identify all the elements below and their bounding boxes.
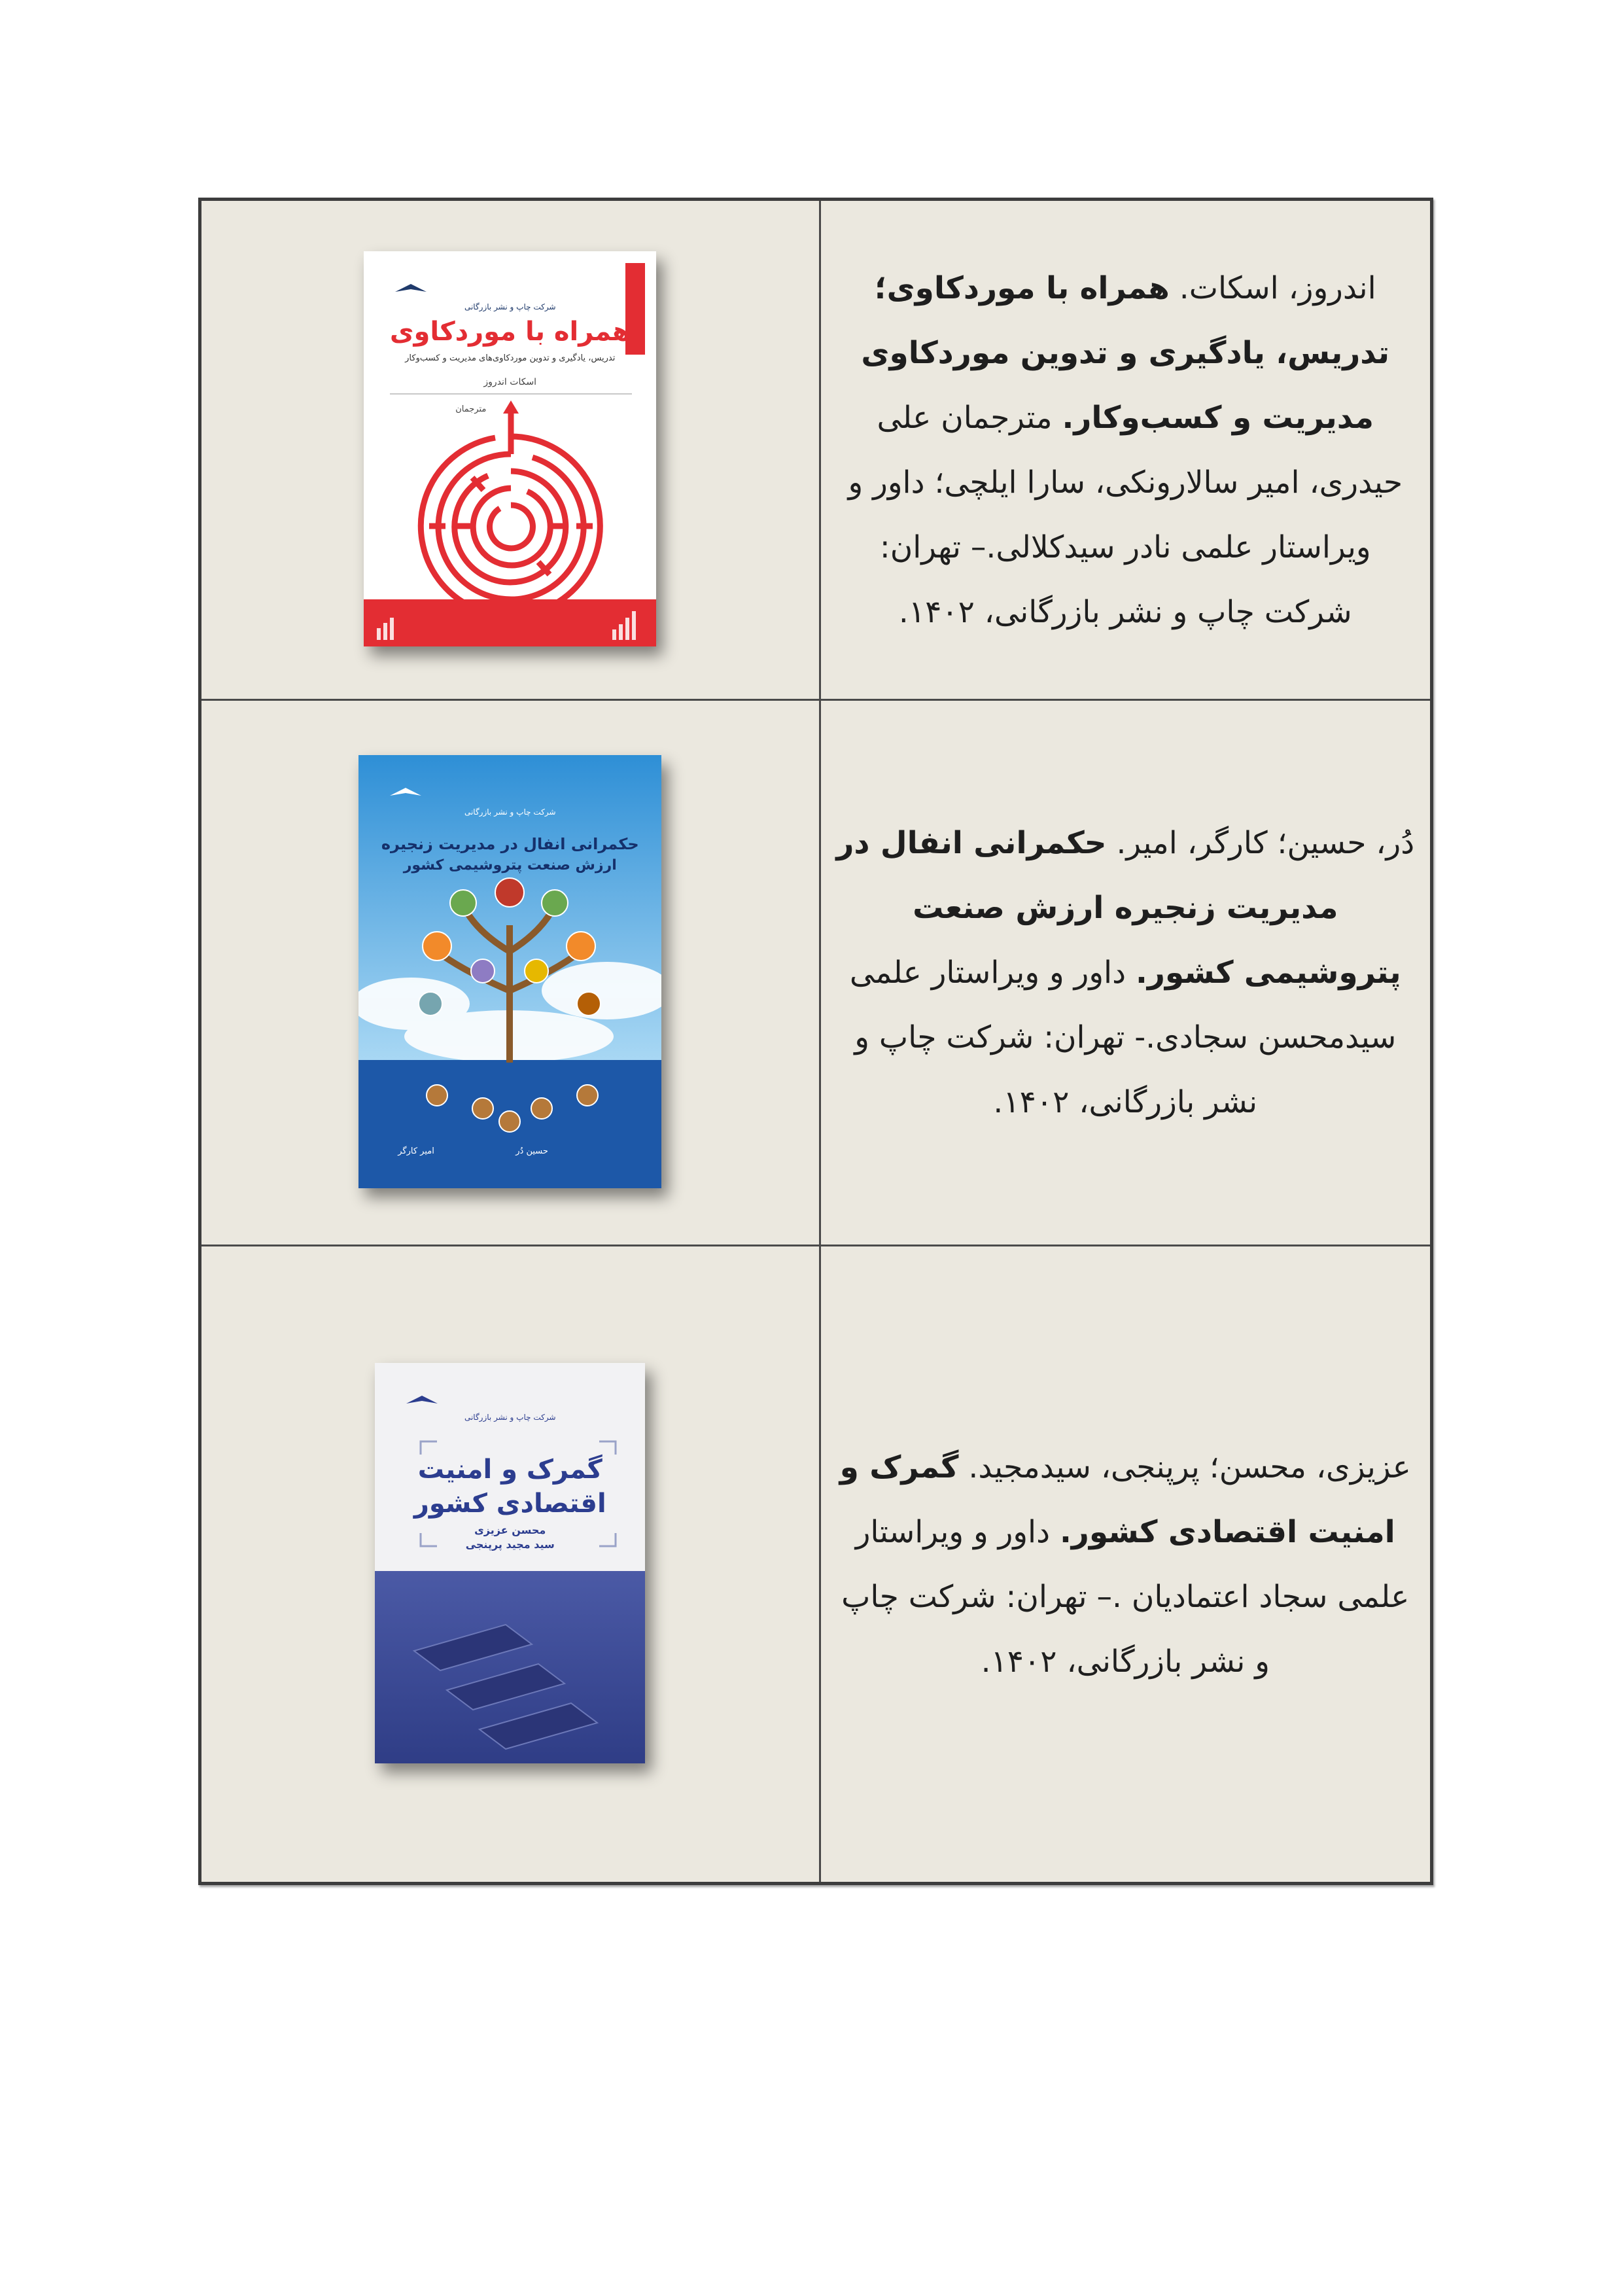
citation-title: حکمرانی انفال در مدیریت زنجیره ارزش صنعت پتروشیمی کشور. <box>836 825 1401 991</box>
cover-cell <box>200 700 820 1246</box>
citation-cell <box>820 200 1432 700</box>
cover-art-tree <box>358 755 661 1188</box>
cover-cell <box>200 200 820 700</box>
table-row <box>200 700 1432 1246</box>
cover-subtitle: ارزش صنعت پتروشیمی کشور <box>403 857 617 874</box>
cover-publisher: شرکت چاپ و نشر بازرگانی <box>464 807 556 817</box>
citation-authors: دُر، حسین؛ کارگر، امیر. <box>1106 825 1415 861</box>
citation <box>821 256 1431 645</box>
citation-cell <box>820 1246 1432 1884</box>
cover-subtitle: تدریس، یادگیری و تدوین موردکاوی‌های مدیریت و کسب‌وکار <box>405 353 616 363</box>
cover-author: اسکات اندروز <box>483 376 537 387</box>
cover-author: حسین دُر <box>515 1146 548 1156</box>
cover-cell <box>200 1246 820 1884</box>
citation-details: داور و ویراستار علمی سیدمحسن سجادی.- تهران: شرکت چاپ و نشر بازرگانی، ۱۴۰۲. <box>849 955 1397 1120</box>
book-cover-1 <box>364 251 656 646</box>
cover-author-2: سید مجید پرپنجی <box>465 1538 555 1551</box>
book-cover-2 <box>358 755 661 1188</box>
citation-details: داور و ویراستار علمی سجاد اعتمادیان .– تهران: شرکت چاپ و نشر بازرگانی، ۱۴۰۲. <box>841 1513 1410 1680</box>
cover-publisher: شرکت چاپ و نشر بازرگانی <box>464 302 556 311</box>
cover-author: محسن عزیزی <box>474 1523 546 1536</box>
citation-title: گمرک و امنیت اقتصادی کشور. <box>839 1449 1395 1550</box>
cover-publisher: شرکت چاپ و نشر بازرگانی <box>464 1412 556 1422</box>
citation-cell <box>820 700 1432 1246</box>
book-table <box>198 198 1433 1885</box>
citation <box>821 811 1431 1135</box>
book-cover-3 <box>375 1363 645 1763</box>
table-row <box>200 1246 1432 1884</box>
citation-authors: اندروز، اسکات. <box>1169 270 1376 306</box>
table-row <box>200 200 1432 700</box>
citation-details: مترجمان علی حیدری، امیر سالارونکی، سارا ایلچی؛ داور و ویراستار علمی نادر سیدکلالی.– تهران: شرکت چاپ و نشر بازرگانی، ۱۴۰۲. <box>848 399 1403 630</box>
cover-subtitle: اقتصادی کشور <box>413 1488 606 1519</box>
cover-author-2: امیر کارگر <box>398 1146 434 1156</box>
cover-translators: مترجمان <box>455 404 487 414</box>
citation-title: همراه با موردکاوی؛ تدریس، یادگیری و تدوین موردکاوی مدیریت و کسب‌وکار. <box>861 270 1390 436</box>
cover-title: گمرک و امنیت <box>417 1454 602 1485</box>
citation-authors: عزیزی، محسن؛ پرپنجی، سیدمجید. <box>958 1449 1411 1485</box>
cover-title: همراه با موردکاوی <box>389 316 631 347</box>
cover-title: حکمرانی انفال در مدیریت زنجیره <box>381 834 639 853</box>
citation <box>821 1435 1431 1694</box>
cover-art-pens <box>375 1363 645 1763</box>
